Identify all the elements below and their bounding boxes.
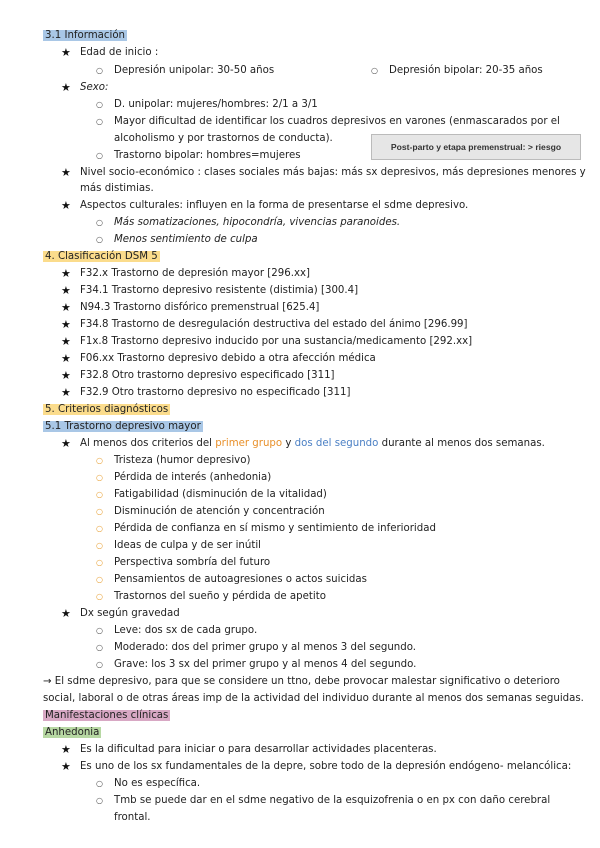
depresion-unipolar: Depresión unipolar: 30-50 años: [114, 65, 275, 76]
sexo-varones-2: alcoholismo y por trastornos de conducta).: [114, 133, 333, 144]
circle-bullet-icon: ○: [96, 592, 103, 601]
sexo-unipolar: D. unipolar: mujeres/hombres: 2/1 a 3/1: [114, 99, 318, 110]
circle-bullet-icon: ○: [96, 524, 103, 533]
star-bullet-icon: ★: [61, 166, 71, 179]
edad-inicio: Edad de inicio :: [80, 47, 159, 58]
subsection-heading-anhedonia: Anhedonia: [45, 727, 100, 738]
circle-bullet-icon: ○: [96, 575, 103, 584]
circle-bullet-icon: ○: [96, 100, 103, 109]
dsm-item: F34.1 Trastorno depresivo resistente (distimia) [300.4]: [80, 285, 359, 296]
star-bullet-icon: ★: [61, 81, 71, 94]
star-bullet-icon: ★: [61, 743, 71, 756]
culturales-1: Más somatizaciones, hipocondría, vivencias paranoides.: [114, 217, 401, 228]
criterio-primer-grupo: Pérdida de interés (anhedonia): [114, 472, 272, 483]
gravedad-moderado: Moderado: dos del primer grupo y al menos 3 del segundo.: [114, 642, 417, 653]
circle-bullet-icon: ○: [96, 66, 103, 75]
star-bullet-icon: ★: [61, 386, 71, 399]
star-bullet-icon: ★: [61, 301, 71, 314]
star-bullet-icon: ★: [61, 284, 71, 297]
dsm-item: F1x.8 Trastorno depresivo inducido por una sustancia/medicamento [292.xx]: [80, 336, 473, 347]
gravedad-leve: Leve: dos sx de cada grupo.: [114, 625, 258, 636]
circle-bullet-icon: ○: [96, 643, 103, 652]
segundo-grupo-label: dos del segundo: [294, 438, 379, 449]
star-bullet-icon: ★: [61, 437, 71, 450]
dsm-item: F32.x Trastorno de depresión mayor [296.xx]: [80, 268, 310, 279]
circle-bullet-icon: ○: [96, 117, 103, 126]
circle-bullet-icon: ○: [371, 66, 378, 75]
circle-bullet-icon: ○: [96, 541, 103, 550]
primer-grupo-label: primer grupo: [215, 438, 283, 449]
criterio-segundo-grupo: Disminución de atención y concentración: [114, 506, 325, 517]
criterio-segundo-grupo: Trastornos del sueño y pérdida de apetito: [114, 591, 326, 602]
star-bullet-icon: ★: [61, 335, 71, 348]
circle-bullet-icon: ○: [96, 660, 103, 669]
circle-bullet-icon: ○: [96, 456, 103, 465]
criterios-intro-text: Al menos dos criterios del: [80, 438, 216, 449]
circle-bullet-icon: ○: [96, 235, 103, 244]
star-bullet-icon: ★: [61, 607, 71, 620]
section-heading-dsm5: 4. Clasificación DSM 5: [45, 251, 158, 262]
anhedonia-sx-fundamental: Es uno de los sx fundamentales de la depre, sobre todo de la depresión endógeno- melancólica:: [80, 761, 572, 772]
dsm-item: F34.8 Trastorno de desregulación destructiva del estado del ánimo [296.99]: [80, 319, 468, 330]
star-bullet-icon: ★: [61, 369, 71, 382]
anhedonia-esquizofrenia-2: frontal.: [114, 812, 151, 823]
dx-gravedad: Dx según gravedad: [80, 608, 180, 619]
dsm-item: F06.xx Trastorno depresivo debido a otra afección médica: [80, 353, 376, 364]
nivel-socio-2: más distimias.: [80, 183, 154, 194]
criterio-segundo-grupo: Pérdida de confianza en sí mismo y sentimiento de inferioridad: [114, 523, 436, 534]
subsection-heading-tdm: 5.1 Trastorno depresivo mayor: [45, 421, 201, 432]
aspectos-culturales: Aspectos culturales: influyen en la forma de presentarse el sdme depresivo.: [80, 200, 469, 211]
section-heading-manifestaciones: Manifestaciones clínicas: [45, 710, 169, 721]
dsm-item: N94.3 Trastorno disfórico premenstrual [625.4]: [80, 302, 320, 313]
anhedonia-definicion: Es la dificultad para iniciar o para desarrollar actividades placenteras.: [80, 744, 437, 755]
criterio-segundo-grupo: Pensamientos de autoagresiones o actos suicidas: [114, 574, 367, 585]
criterios-intro-end: durante al menos dos semanas.: [378, 438, 545, 449]
circle-bullet-icon: ○: [96, 626, 103, 635]
circle-bullet-icon: ○: [96, 218, 103, 227]
sexo-bipolar: Trastorno bipolar: hombres=mujeres: [114, 150, 301, 161]
dsm-item: F32.9 Otro trastorno depresivo no especificado [311]: [80, 387, 351, 398]
circle-bullet-icon: ○: [96, 796, 103, 805]
anhedonia-no-especifica: No es específica.: [114, 778, 201, 789]
criterios-intro: [80, 437, 545, 451]
star-bullet-icon: ★: [61, 199, 71, 212]
circle-bullet-icon: ○: [96, 507, 103, 516]
nota-sdme-1: → El sdme depresivo, para que se considere un ttno, debe provocar malestar significativo o deterioro: [43, 676, 560, 687]
section-heading-criterios: 5. Criterios diagnósticos: [45, 404, 169, 415]
criterio-segundo-grupo: Ideas de culpa y de ser inútil: [114, 540, 261, 551]
dsm-item: F32.8 Otro trastorno depresivo especificado [311]: [80, 370, 335, 381]
star-bullet-icon: ★: [61, 318, 71, 331]
criterio-primer-grupo: Fatigabilidad (disminución de la vitalidad): [114, 489, 327, 500]
depresion-bipolar: Depresión bipolar: 20-35 años: [389, 65, 543, 76]
culturales-2: Menos sentimiento de culpa: [114, 234, 258, 245]
nivel-socio-1: Nivel socio-económico : clases sociales más bajas: más sx depresivos, más depresiones menores y: [80, 167, 586, 178]
circle-bullet-icon: ○: [96, 490, 103, 499]
star-bullet-icon: ★: [61, 46, 71, 59]
nota-sdme-2: social, laboral o de otras áreas imp de la actividad del individuo durante al menos dos semanas seguidas.: [43, 693, 584, 704]
circle-bullet-icon: ○: [96, 151, 103, 160]
star-bullet-icon: ★: [61, 352, 71, 365]
section-heading-informacion: 3.1 Información: [45, 30, 126, 41]
star-bullet-icon: ★: [61, 760, 71, 773]
sexo: Sexo:: [80, 82, 109, 93]
callout-box: Post-parto y etapa premenstrual: > riesgo: [371, 134, 581, 160]
criterios-intro-y: y: [282, 438, 295, 449]
sexo-varones-1: Mayor dificultad de identificar los cuadros depresivos en varones (enmascarados por el: [114, 116, 560, 127]
anhedonia-esquizofrenia-1: Tmb se puede dar en el sdme negativo de la esquizofrenia o en px con daño cerebral: [114, 795, 551, 806]
criterio-segundo-grupo: Perspectiva sombría del futuro: [114, 557, 271, 568]
circle-bullet-icon: ○: [96, 779, 103, 788]
circle-bullet-icon: ○: [96, 473, 103, 482]
circle-bullet-icon: ○: [96, 558, 103, 567]
star-bullet-icon: ★: [61, 267, 71, 280]
gravedad-grave: Grave: los 3 sx del primer grupo y al menos 4 del segundo.: [114, 659, 417, 670]
criterio-primer-grupo: Tristeza (humor depresivo): [114, 455, 251, 466]
